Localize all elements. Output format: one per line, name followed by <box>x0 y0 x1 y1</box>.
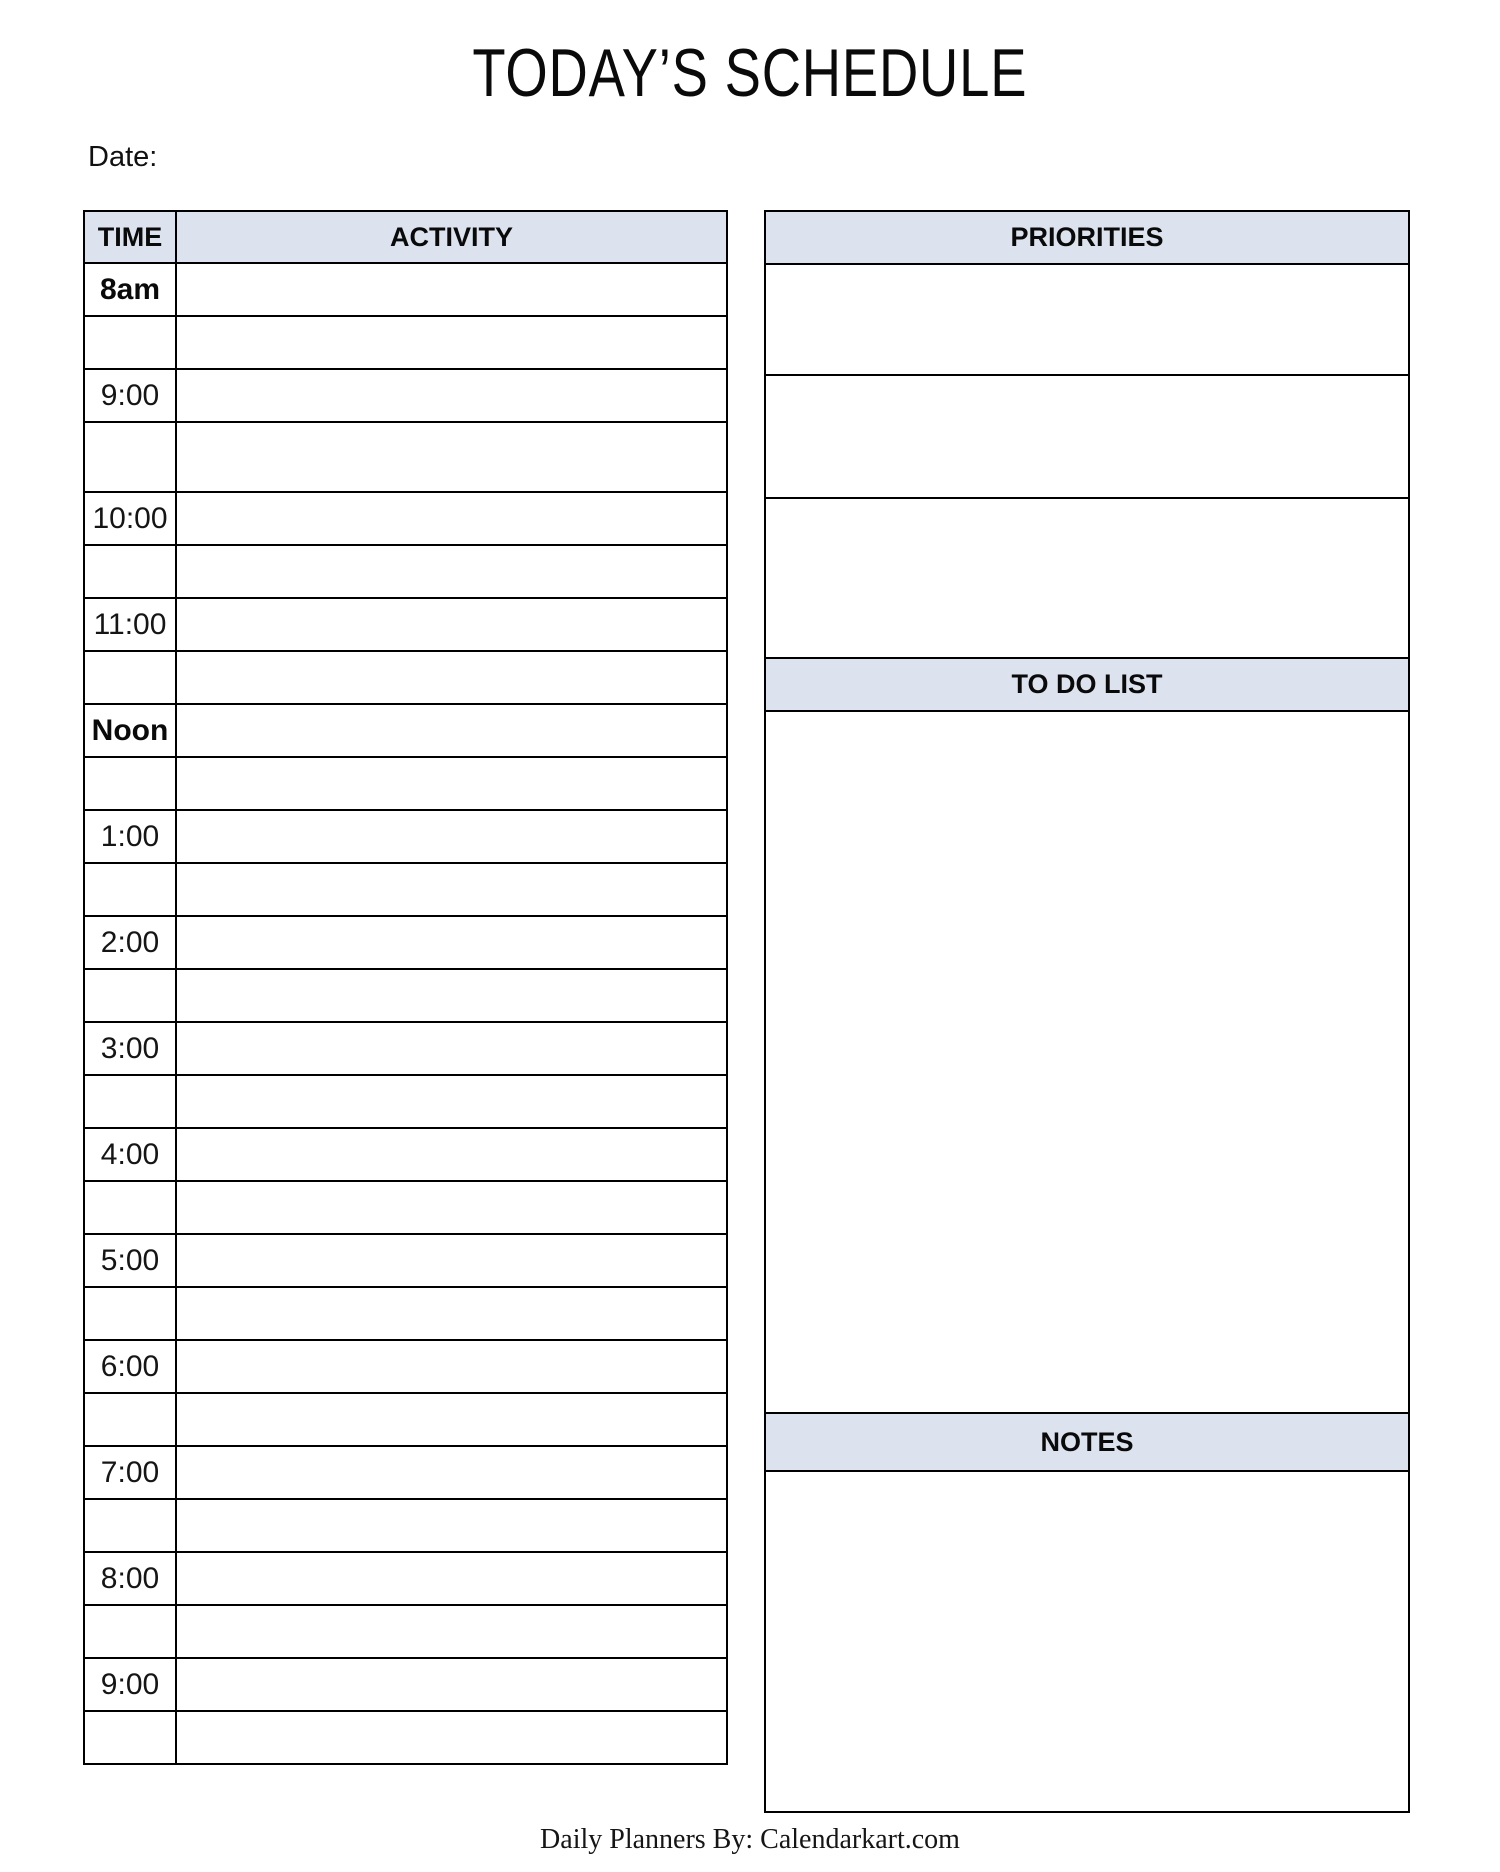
time-label <box>84 1393 176 1446</box>
todo-header: TO DO LIST <box>766 659 1408 712</box>
schedule-row <box>84 263 727 316</box>
time-label: Noon <box>84 704 176 757</box>
right-panel <box>764 210 1410 1813</box>
activity-cell[interactable] <box>176 1393 727 1446</box>
page-title: TODAY’S SCHEDULE <box>472 35 1028 111</box>
activity-column-header: ACTIVITY <box>176 211 727 263</box>
activity-cell[interactable] <box>176 810 727 863</box>
schedule-row <box>84 916 727 969</box>
activity-cell[interactable] <box>176 1128 727 1181</box>
time-label: 8am <box>84 263 176 316</box>
schedule-row <box>84 316 727 369</box>
schedule-row <box>84 651 727 704</box>
time-label: 6:00 <box>84 1340 176 1393</box>
time-label <box>84 422 176 492</box>
time-label <box>84 651 176 704</box>
schedule-row <box>84 1658 727 1711</box>
time-label: 9:00 <box>84 369 176 422</box>
schedule-row <box>84 757 727 810</box>
schedule-row <box>84 1287 727 1340</box>
time-column-header: TIME <box>84 211 176 263</box>
schedule-body <box>84 263 727 1764</box>
date-row <box>88 141 417 174</box>
activity-cell[interactable] <box>176 863 727 916</box>
activity-cell[interactable] <box>176 1499 727 1552</box>
schedule-row <box>84 863 727 916</box>
schedule-row <box>84 545 727 598</box>
schedule-row <box>84 1128 727 1181</box>
time-label: 2:00 <box>84 916 176 969</box>
schedule-row <box>84 810 727 863</box>
activity-cell[interactable] <box>176 598 727 651</box>
schedule-row <box>84 492 727 545</box>
notes-area[interactable] <box>766 1472 1408 1811</box>
time-label <box>84 1605 176 1658</box>
time-label: 10:00 <box>84 492 176 545</box>
time-label: 5:00 <box>84 1234 176 1287</box>
schedule-row <box>84 422 727 492</box>
schedule-row <box>84 1234 727 1287</box>
todo-list-area[interactable] <box>766 712 1408 1414</box>
activity-cell[interactable] <box>176 263 727 316</box>
time-label <box>84 545 176 598</box>
schedule-row <box>84 1181 727 1234</box>
priorities-box-1[interactable] <box>766 265 1408 376</box>
priorities-header: PRIORITIES <box>766 212 1408 265</box>
activity-cell[interactable] <box>176 1711 727 1764</box>
activity-cell[interactable] <box>176 492 727 545</box>
time-label: 11:00 <box>84 598 176 651</box>
schedule-row <box>84 1393 727 1446</box>
notes-header: NOTES <box>766 1414 1408 1472</box>
schedule-row <box>84 1446 727 1499</box>
activity-cell[interactable] <box>176 1658 727 1711</box>
priorities-box-2[interactable] <box>766 376 1408 499</box>
date-entry-field[interactable] <box>157 144 417 174</box>
time-label: 4:00 <box>84 1128 176 1181</box>
schedule-row <box>84 1022 727 1075</box>
date-label: Date: <box>88 141 158 173</box>
schedule-row <box>84 969 727 1022</box>
activity-cell[interactable] <box>176 316 727 369</box>
schedule-row <box>84 1075 727 1128</box>
time-label <box>84 1711 176 1764</box>
time-label <box>84 316 176 369</box>
schedule-row <box>84 1552 727 1605</box>
activity-cell[interactable] <box>176 651 727 704</box>
time-label <box>84 863 176 916</box>
activity-cell[interactable] <box>176 1234 727 1287</box>
time-label <box>84 1499 176 1552</box>
activity-cell[interactable] <box>176 1552 727 1605</box>
priorities-box-3[interactable] <box>766 499 1408 659</box>
time-label <box>84 1181 176 1234</box>
time-label <box>84 757 176 810</box>
schedule-header-row <box>84 211 727 263</box>
time-label: 8:00 <box>84 1552 176 1605</box>
time-label: 1:00 <box>84 810 176 863</box>
time-label <box>84 1075 176 1128</box>
time-label: 3:00 <box>84 1022 176 1075</box>
activity-cell[interactable] <box>176 704 727 757</box>
footer-credit: Daily Planners By: Calendarkart.com <box>540 1824 960 1855</box>
activity-cell[interactable] <box>176 1181 727 1234</box>
activity-cell[interactable] <box>176 545 727 598</box>
time-label: 9:00 <box>84 1658 176 1711</box>
schedule-row <box>84 704 727 757</box>
schedule-row <box>84 1499 727 1552</box>
time-label <box>84 1287 176 1340</box>
activity-cell[interactable] <box>176 1287 727 1340</box>
activity-cell[interactable] <box>176 1605 727 1658</box>
activity-cell[interactable] <box>176 1075 727 1128</box>
activity-cell[interactable] <box>176 369 727 422</box>
schedule-row <box>84 598 727 651</box>
time-label <box>84 969 176 1022</box>
activity-cell[interactable] <box>176 422 727 492</box>
schedule-row <box>84 369 727 422</box>
activity-cell[interactable] <box>176 1340 727 1393</box>
schedule-row <box>84 1340 727 1393</box>
time-label: 7:00 <box>84 1446 176 1499</box>
activity-cell[interactable] <box>176 969 727 1022</box>
activity-cell[interactable] <box>176 757 727 810</box>
activity-cell[interactable] <box>176 1446 727 1499</box>
schedule-table <box>83 210 728 1765</box>
activity-cell[interactable] <box>176 1022 727 1075</box>
schedule-row <box>84 1605 727 1658</box>
activity-cell[interactable] <box>176 916 727 969</box>
schedule-row <box>84 1711 727 1764</box>
